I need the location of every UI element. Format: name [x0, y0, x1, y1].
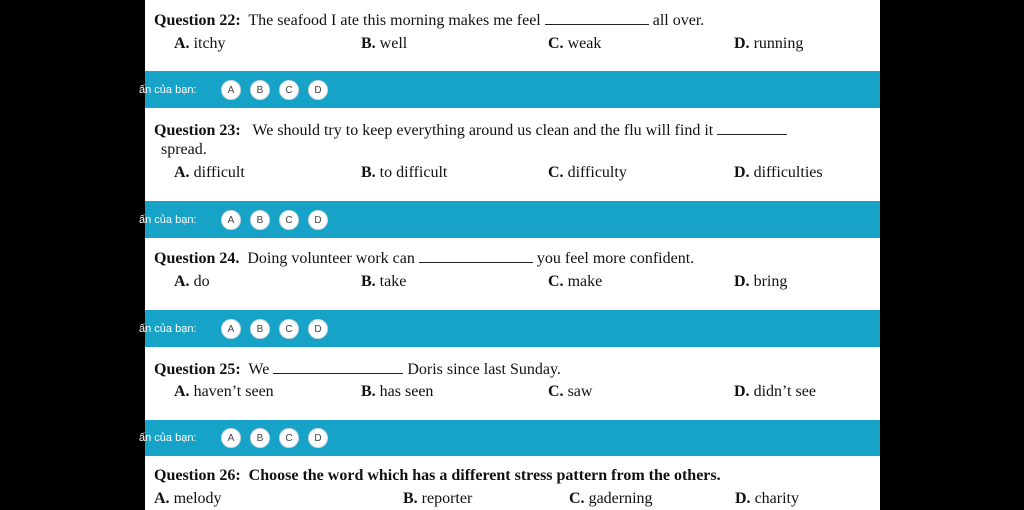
- question-label: Question 22:: [154, 12, 241, 29]
- answer-blank: [273, 359, 403, 374]
- option-b: B. has seen: [361, 383, 434, 400]
- answer-bar-23: [139, 201, 880, 238]
- choice-a-button[interactable]: A: [221, 319, 241, 339]
- choice-c-button[interactable]: C: [279, 319, 299, 339]
- answer-blank: [717, 120, 787, 135]
- answer-blank: [419, 248, 533, 263]
- answer-label: ấn của bạn:: [139, 432, 197, 444]
- choice-d-button[interactable]: D: [308, 319, 328, 339]
- answer-bar-25: [139, 420, 880, 456]
- answer-label: ấn của bạn:: [139, 83, 197, 96]
- question-text: The seafood I ate this morning makes me feel: [248, 12, 541, 29]
- option-c: C. saw: [548, 383, 593, 400]
- question-22: [154, 10, 704, 31]
- choice-d-button[interactable]: D: [308, 80, 328, 100]
- option-d: D. difficulties: [734, 164, 823, 181]
- option-a: A. haven’t seen: [174, 383, 274, 400]
- answer-bar-24: [139, 310, 880, 347]
- option-c: C. difficulty: [548, 164, 627, 181]
- question-text: Choose the word which has a different stress pattern from the others.: [248, 467, 721, 484]
- choice-c-button[interactable]: C: [279, 428, 299, 448]
- question-25: [154, 359, 561, 380]
- option-d: D. charity: [735, 490, 799, 507]
- choice-d-button[interactable]: D: [308, 210, 328, 230]
- question-label: Question 25:: [154, 361, 241, 378]
- question-label: Question 26:: [154, 467, 241, 484]
- choice-a-button[interactable]: A: [221, 80, 241, 100]
- choice-b-button[interactable]: B: [250, 80, 270, 100]
- option-b: B. take: [361, 273, 407, 290]
- question-23: [154, 120, 787, 141]
- choice-a-button[interactable]: A: [221, 210, 241, 230]
- choice-a-button[interactable]: A: [221, 428, 241, 448]
- option-a: A. melody: [154, 490, 222, 507]
- option-c: C. gaderning: [569, 490, 653, 507]
- option-b: B. well: [361, 35, 408, 52]
- worksheet-page: [139, 0, 880, 510]
- question-text: Doing volunteer work can: [247, 250, 415, 267]
- answer-blank: [545, 10, 649, 25]
- option-a: A. itchy: [174, 35, 226, 52]
- answer-bar-22: [139, 71, 880, 108]
- question-label: Question 23:: [154, 122, 241, 139]
- answer-label: ấn của bạn:: [139, 213, 197, 226]
- question-26: [154, 466, 721, 486]
- answer-label: ấn của bạn:: [139, 322, 197, 335]
- question-text-end: you feel more confident.: [536, 250, 695, 267]
- option-b: B. to difficult: [361, 164, 448, 181]
- option-d: D. running: [734, 35, 804, 52]
- choice-b-button[interactable]: B: [250, 428, 270, 448]
- choice-b-button[interactable]: B: [250, 319, 270, 339]
- choice-d-button[interactable]: D: [308, 428, 328, 448]
- question-24: [154, 248, 694, 269]
- option-a: A. do: [174, 273, 210, 290]
- option-a: A. difficult: [174, 164, 245, 181]
- question-text: We should try to keep everything around us clean and the flu will find it: [252, 122, 714, 139]
- choice-c-button[interactable]: C: [279, 210, 299, 230]
- question-label: Question 24.: [154, 250, 240, 267]
- option-c: C. weak: [548, 35, 602, 52]
- option-b: B. reporter: [403, 490, 473, 507]
- question-text-end: Doris since last Sunday.: [407, 361, 561, 378]
- choice-b-button[interactable]: B: [250, 210, 270, 230]
- option-d: D. bring: [734, 273, 788, 290]
- question-text: We: [248, 361, 270, 378]
- question-text-line2: spread.: [161, 141, 207, 158]
- choice-c-button[interactable]: C: [279, 80, 299, 100]
- option-c: C. make: [548, 273, 603, 290]
- option-d: D. didn’t see: [734, 383, 816, 400]
- question-text-end: all over.: [652, 12, 705, 29]
